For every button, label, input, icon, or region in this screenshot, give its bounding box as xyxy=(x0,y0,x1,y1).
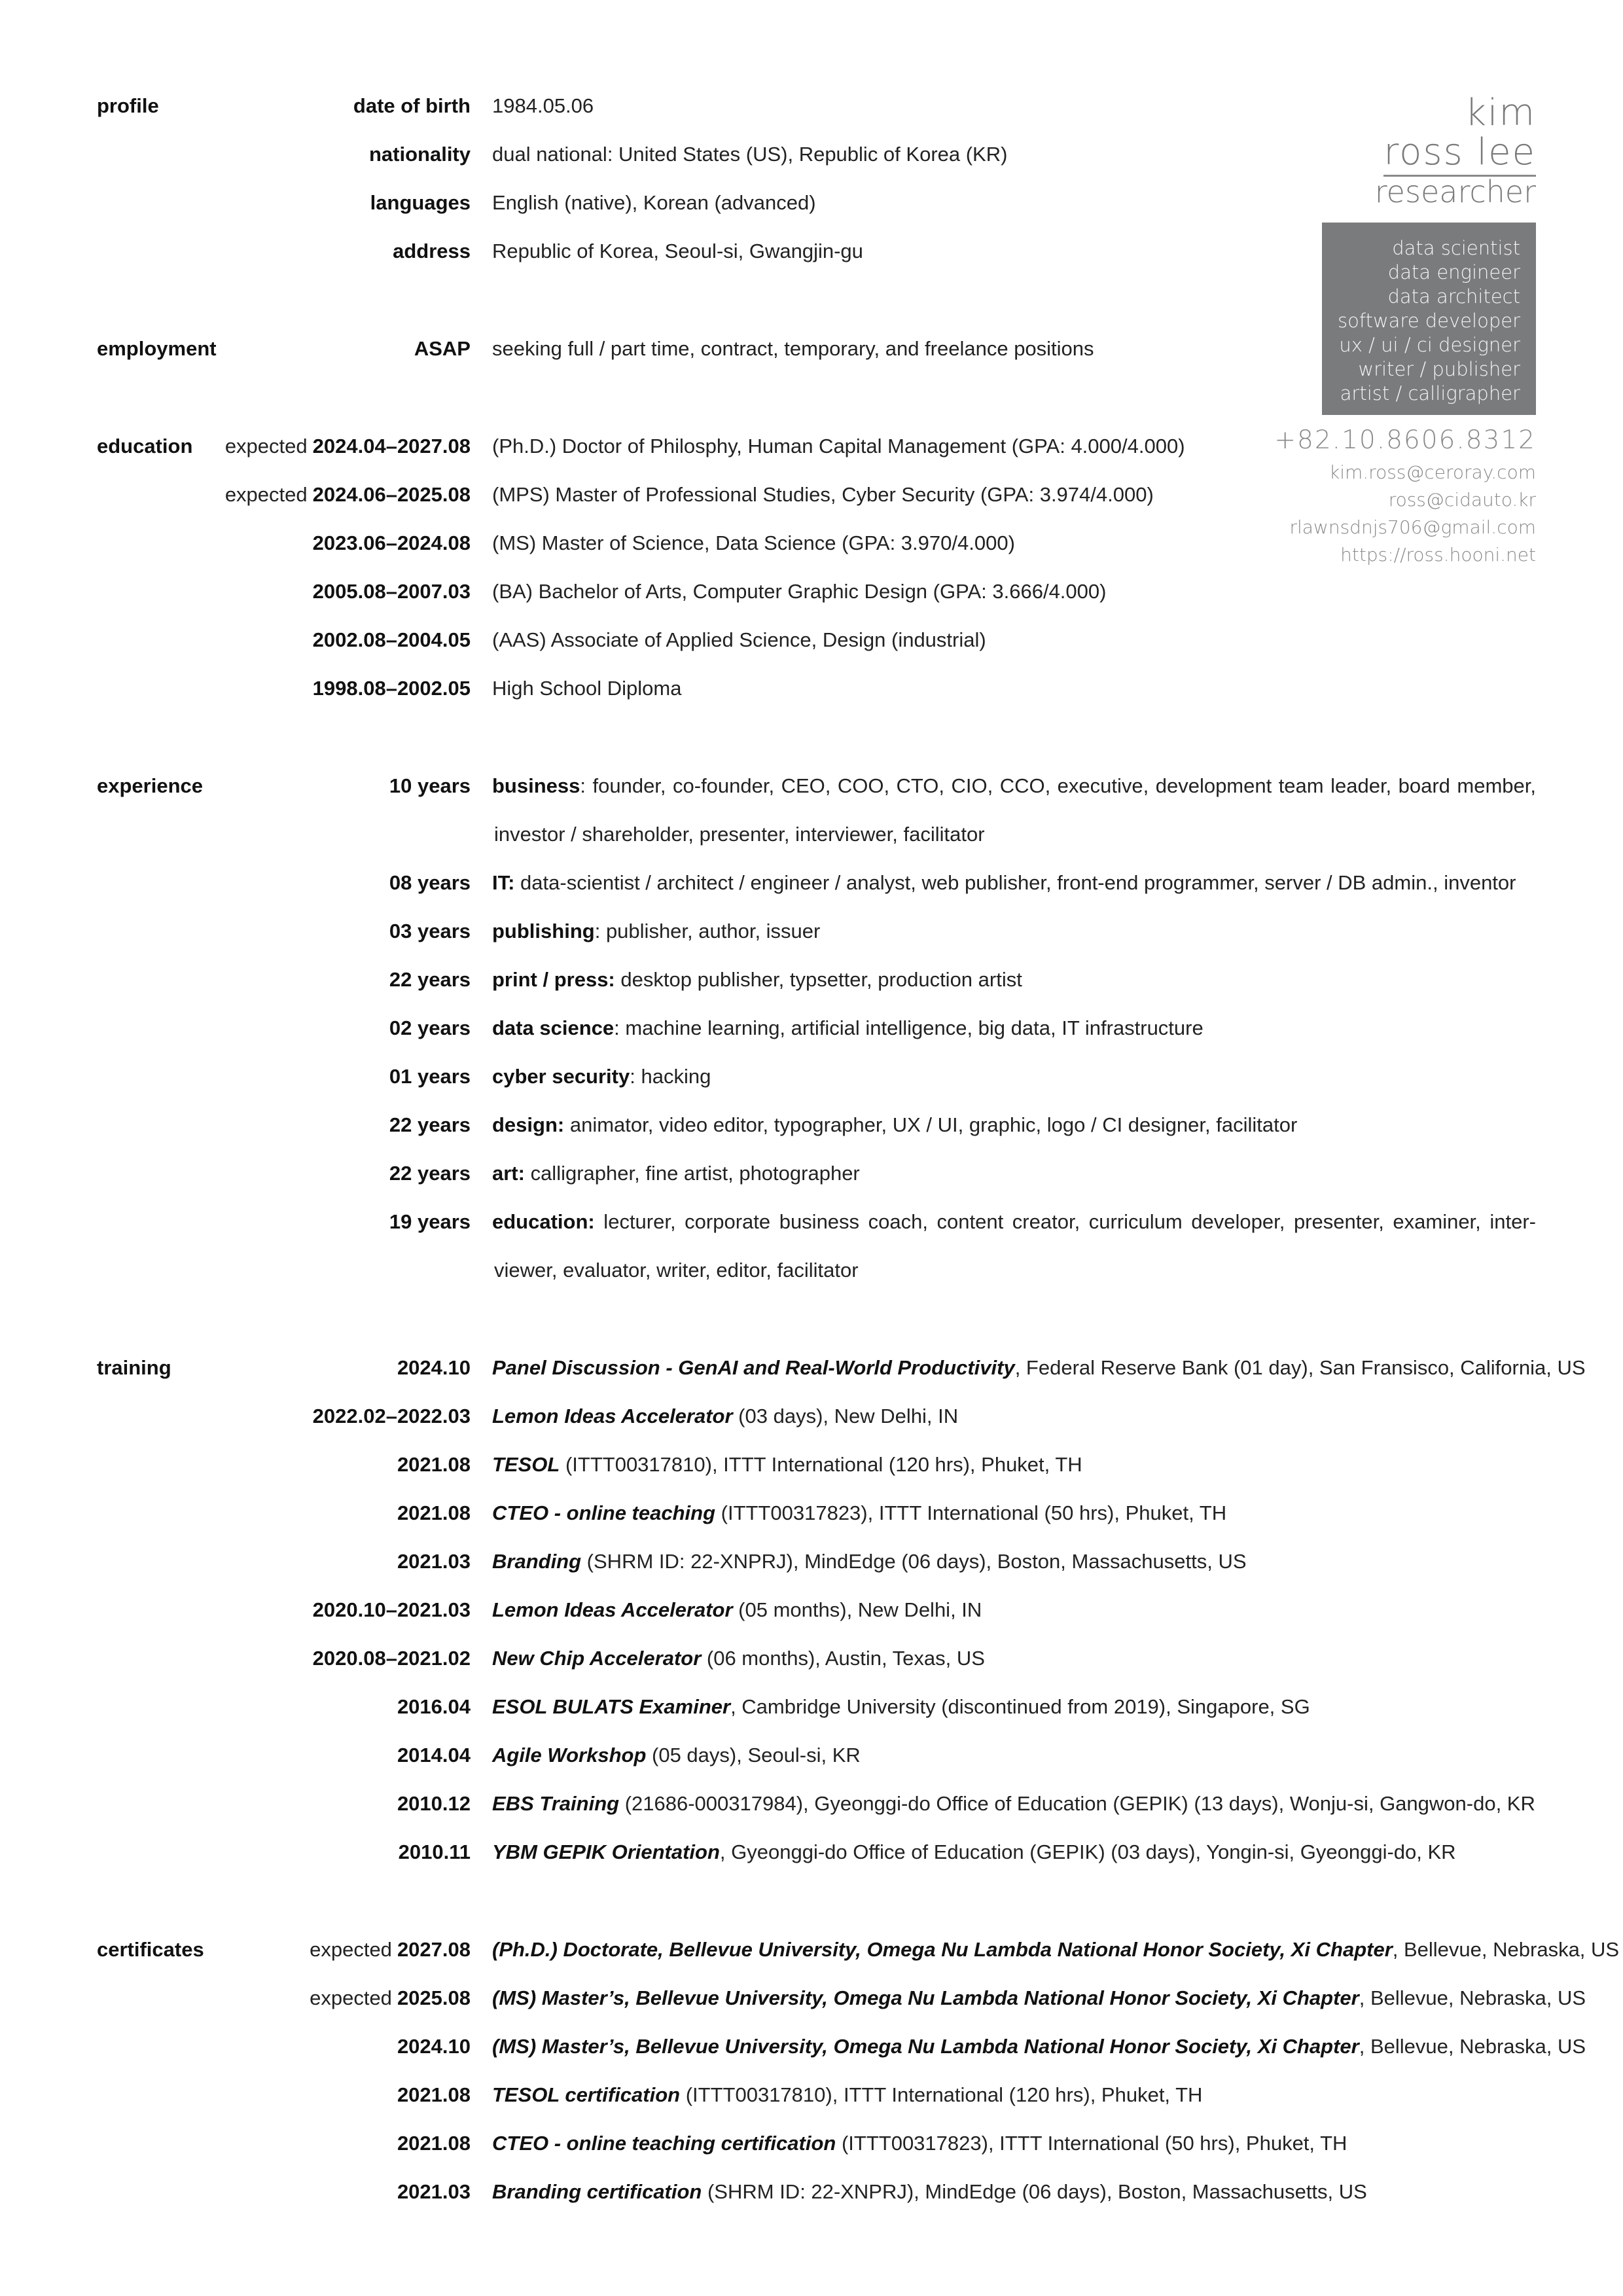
experience-years: 01 years xyxy=(389,1065,471,1088)
training-date: 2021.08 xyxy=(397,1501,471,1524)
training-value: EBS Training (21686-000317984), Gyeonggi-do Office of Education (GEPIK) (13 days), Wonju-si, Gangwon-do, KR xyxy=(492,1792,1535,1815)
employment-row xyxy=(0,337,1623,386)
experience-field: design: xyxy=(492,1113,565,1136)
experience-row xyxy=(0,1065,1623,1113)
certificate-title: Branding certification xyxy=(492,2180,702,2203)
experience-row xyxy=(0,1016,1623,1065)
education-date: 2024.06–2025.08 xyxy=(312,483,471,506)
profile-value: dual national: United States (US), Republic of Korea (KR) xyxy=(492,143,1008,166)
certificate-value: (MS) Master’s, Bellevue University, Omega Nu Lambda National Honor Society, Xi Chapter, Bellevue, Nebraska, US xyxy=(492,1986,1586,2009)
training-value: Branding (SHRM ID: 22-XNPRJ), MindEdge (06 days), Boston, Massachusetts, US xyxy=(492,1550,1247,1573)
training-date: 2010.12 xyxy=(397,1792,471,1815)
certificate-prefix: expected xyxy=(310,1986,392,2009)
certificate-row xyxy=(0,2180,1623,2229)
education-date: 2002.08–2004.05 xyxy=(312,628,471,651)
training-row xyxy=(0,1356,1623,1405)
education-value: (MS) Master of Science, Data Science (GPA: 3.970/4.000) xyxy=(492,531,1015,554)
training-row xyxy=(0,1453,1623,1501)
certificate-row xyxy=(0,1986,1623,2035)
education-prefix: expected xyxy=(224,483,308,506)
education-date: 2005.08–2007.03 xyxy=(312,580,471,603)
training-value: New Chip Accelerator (06 months), Austin, Texas, US xyxy=(492,1647,985,1670)
certificate-date: 2021.08 xyxy=(397,2132,471,2155)
experience-field: publishing xyxy=(492,920,595,942)
training-title: CTEO - online teaching xyxy=(492,1501,716,1524)
training-title: Branding xyxy=(492,1550,582,1573)
education-row xyxy=(0,435,1623,483)
training-value: CTEO - online teaching (ITTT00317823), ITTT International (50 hrs), Phuket, TH xyxy=(492,1501,1227,1524)
education-row xyxy=(0,483,1623,531)
training-title: New Chip Accelerator xyxy=(492,1647,702,1670)
experience-field: art: xyxy=(492,1162,525,1185)
experience-row xyxy=(0,1113,1623,1162)
job-title: researcher xyxy=(1374,174,1536,209)
training-title: EBS Training xyxy=(492,1792,620,1815)
profile-label: address xyxy=(393,240,471,262)
training-title: Agile Workshop xyxy=(492,1744,647,1767)
experience-row xyxy=(0,1162,1623,1210)
role-item: software developer xyxy=(1338,310,1520,332)
profile-row xyxy=(0,191,1623,240)
education-prefix: expected xyxy=(224,435,308,457)
education-row xyxy=(0,580,1623,628)
training-row xyxy=(0,1598,1623,1647)
experience-years: 03 years xyxy=(389,920,471,942)
certificate-title: (MS) Master’s, Bellevue University, Omega Nu Lambda National Honor Society, Xi Chapter xyxy=(492,2035,1359,2058)
profile-row xyxy=(0,240,1623,288)
profile-row xyxy=(0,94,1623,143)
certificate-date: 2021.08 xyxy=(397,2083,471,2106)
experience-years: 02 years xyxy=(389,1016,471,1039)
section-title-profile: profile xyxy=(97,94,159,117)
experience-value-continued: viewer, evaluator, writer, editor, facilitator xyxy=(494,1259,859,1282)
email-link[interactable]: rlawnsdnjs706@gmail.com xyxy=(1289,516,1536,538)
training-row xyxy=(0,1840,1623,1889)
experience-value: print / press: desktop publisher, typsetter, production artist xyxy=(492,968,1022,991)
profile-label: nationality xyxy=(368,143,471,166)
training-title: Lemon Ideas Accelerator xyxy=(492,1405,733,1427)
employment-label: ASAP xyxy=(414,337,471,360)
training-row xyxy=(0,1792,1623,1840)
email-link[interactable]: kim.ross@ceroray.com xyxy=(1329,461,1536,483)
section-title-education: education xyxy=(97,435,193,457)
training-title: Panel Discussion - GenAI and Real-World Productivity xyxy=(492,1356,1015,1379)
training-date: 2014.04 xyxy=(397,1744,471,1767)
section-title-employment: employment xyxy=(97,337,217,360)
profile-value: English (native), Korean (advanced) xyxy=(492,191,816,214)
education-date: 1998.08–2002.05 xyxy=(312,677,471,700)
employment-value: seeking full / part time, contract, temporary, and freelance positions xyxy=(492,337,1094,360)
certificate-date: 2025.08 xyxy=(397,1986,471,2009)
section-title-training: training xyxy=(97,1356,171,1379)
training-title: Lemon Ideas Accelerator xyxy=(492,1598,733,1621)
experience-value: education: lecturer, corporate business coach, content creator, curriculum developer, presenter, examiner, inter- xyxy=(492,1210,1536,1233)
experience-row-continued xyxy=(0,823,1623,871)
training-value: Lemon Ideas Accelerator (05 months), New Delhi, IN xyxy=(492,1598,982,1621)
education-row xyxy=(0,628,1623,677)
certificate-row xyxy=(0,2132,1623,2180)
profile-label: languages xyxy=(370,191,471,214)
section-title-certificates: certificates xyxy=(97,1938,204,1961)
training-date: 2021.03 xyxy=(397,1550,471,1573)
profile-value: Republic of Korea, Seoul-si, Gwangjin-gu xyxy=(492,240,863,262)
experience-row-continued xyxy=(0,1259,1623,1307)
training-date: 2016.04 xyxy=(397,1695,471,1718)
experience-field: business xyxy=(492,774,580,797)
training-row xyxy=(0,1647,1623,1695)
section-title-experience: experience xyxy=(97,774,203,797)
name-first: kim xyxy=(1465,92,1536,134)
experience-years: 22 years xyxy=(389,968,471,991)
role-item: artist / calligrapher xyxy=(1340,382,1520,404)
name-last: ross lee xyxy=(1383,131,1536,177)
experience-field: education: xyxy=(492,1210,595,1233)
experience-value-continued: investor / shareholder, presenter, interviewer, facilitator xyxy=(494,823,985,846)
education-value: (Ph.D.) Doctor of Philosphy, Human Capital Management (GPA: 4.000/4.000) xyxy=(492,435,1185,457)
experience-row xyxy=(0,968,1623,1016)
experience-field: IT: xyxy=(492,871,515,894)
phone-number[interactable]: +82.10.8606.8312 xyxy=(1274,425,1536,455)
education-row xyxy=(0,531,1623,580)
training-row xyxy=(0,1405,1623,1453)
training-title: ESOL BULATS Examiner xyxy=(492,1695,731,1718)
training-row xyxy=(0,1695,1623,1744)
education-date: 2024.04–2027.08 xyxy=(312,435,471,457)
training-value: YBM GEPIK Orientation, Gyeonggi-do Office of Education (GEPIK) (03 days), Yongin-si, Gyeonggi-do, KR xyxy=(492,1840,1456,1863)
role-item: data architect xyxy=(1387,285,1520,308)
education-value: High School Diploma xyxy=(492,677,682,700)
experience-row xyxy=(0,1210,1623,1259)
training-date: 2024.10 xyxy=(397,1356,471,1379)
experience-years: 08 years xyxy=(389,871,471,894)
website-link[interactable]: https://ross.hooni.net xyxy=(1340,544,1536,565)
certificate-value: CTEO - online teaching certification (ITTT00317823), ITTT International (50 hrs), Phuket, TH xyxy=(492,2132,1347,2155)
education-row xyxy=(0,677,1623,725)
certificate-value: TESOL certification (ITTT00317810), ITTT International (120 hrs), Phuket, TH xyxy=(492,2083,1203,2106)
certificate-value: (MS) Master’s, Bellevue University, Omega Nu Lambda National Honor Society, Xi Chapter, Bellevue, Nebraska, US xyxy=(492,2035,1586,2058)
certificate-row xyxy=(0,2083,1623,2132)
experience-value: publishing: publisher, author, issuer xyxy=(492,920,821,942)
profile-row xyxy=(0,143,1623,191)
education-value: (AAS) Associate of Applied Science, Design (industrial) xyxy=(492,628,986,651)
training-value: Lemon Ideas Accelerator (03 days), New Delhi, IN xyxy=(492,1405,959,1427)
email-link[interactable]: ross@cidauto.kr xyxy=(1388,489,1536,511)
experience-years: 19 years xyxy=(389,1210,471,1233)
experience-row xyxy=(0,920,1623,968)
education-date: 2023.06–2024.08 xyxy=(312,531,471,554)
certificate-row xyxy=(0,2035,1623,2083)
role-item: writer / publisher xyxy=(1358,358,1520,380)
training-title: TESOL xyxy=(492,1453,560,1476)
experience-value: business: founder, co-founder, CEO, COO, CTO, CIO, CCO, executive, development team leader, board member, xyxy=(492,774,1536,797)
experience-field: cyber security xyxy=(492,1065,630,1088)
training-value: Panel Discussion - GenAI and Real-World Productivity, Federal Reserve Bank (01 day), San Fransisco, California, US xyxy=(492,1356,1586,1379)
training-date: 2022.02–2022.03 xyxy=(312,1405,471,1427)
experience-years: 22 years xyxy=(389,1113,471,1136)
education-value: (BA) Bachelor of Arts, Computer Graphic Design (GPA: 3.666/4.000) xyxy=(492,580,1107,603)
experience-value: IT: data-scientist / architect / engineer / analyst, web publisher, front-end programmer, server / DB admin., inventor xyxy=(492,871,1516,894)
experience-row xyxy=(0,774,1623,823)
training-row xyxy=(0,1550,1623,1598)
certificate-date: 2021.03 xyxy=(397,2180,471,2203)
role-item: data scientist xyxy=(1392,237,1520,259)
profile-value: 1984.05.06 xyxy=(492,94,594,117)
training-date: 2021.08 xyxy=(397,1453,471,1476)
profile-label: date of birth xyxy=(353,94,471,117)
experience-field: print / press: xyxy=(492,968,615,991)
training-value: ESOL BULATS Examiner, Cambridge University (discontinued from 2019), Singapore, SG xyxy=(492,1695,1310,1718)
role-item: data engineer xyxy=(1387,261,1520,283)
training-title: YBM GEPIK Orientation xyxy=(492,1840,720,1863)
experience-row xyxy=(0,871,1623,920)
certificate-title: TESOL certification xyxy=(492,2083,681,2106)
certificate-title: (MS) Master’s, Bellevue University, Omega Nu Lambda National Honor Society, Xi Chapter xyxy=(492,1986,1359,2009)
experience-years: 10 years xyxy=(389,774,471,797)
education-value: (MPS) Master of Professional Studies, Cyber Security (GPA: 3.974/4.000) xyxy=(492,483,1154,506)
certificate-value: (Ph.D.) Doctorate, Bellevue University, Omega Nu Lambda National Honor Society, Xi Chapter, Bellevue, Nebraska, US xyxy=(492,1938,1620,1961)
training-value: Agile Workshop (05 days), Seoul-si, KR xyxy=(492,1744,861,1767)
experience-value: data science: machine learning, artificial intelligence, big data, IT infrastructure xyxy=(492,1016,1204,1039)
experience-field: data science xyxy=(492,1016,615,1039)
certificate-date: 2027.08 xyxy=(397,1938,471,1961)
experience-value: cyber security: hacking xyxy=(492,1065,711,1088)
training-row xyxy=(0,1501,1623,1550)
certificate-row xyxy=(0,1938,1623,1986)
training-value: TESOL (ITTT00317810), ITTT International (120 hrs), Phuket, TH xyxy=(492,1453,1082,1476)
certificate-prefix: expected xyxy=(310,1938,392,1961)
certificate-title: CTEO - online teaching certification xyxy=(492,2132,836,2155)
training-date: 2010.11 xyxy=(398,1840,471,1863)
training-row xyxy=(0,1744,1623,1792)
experience-years: 22 years xyxy=(389,1162,471,1185)
training-date: 2020.10–2021.03 xyxy=(312,1598,471,1621)
certificate-value: Branding certification (SHRM ID: 22-XNPRJ), MindEdge (06 days), Boston, Massachusetts, US xyxy=(492,2180,1367,2203)
role-item: ux / ui / ci designer xyxy=(1339,334,1520,356)
training-date: 2020.08–2021.02 xyxy=(312,1647,471,1670)
experience-value: art: calligrapher, fine artist, photographer xyxy=(492,1162,860,1185)
certificate-date: 2024.10 xyxy=(397,2035,471,2058)
experience-value: design: animator, video editor, typographer, UX / UI, graphic, logo / CI designer, facilitator xyxy=(492,1113,1298,1136)
certificate-title: (Ph.D.) Doctorate, Bellevue University, Omega Nu Lambda National Honor Society, Xi Chapter xyxy=(492,1938,1393,1961)
